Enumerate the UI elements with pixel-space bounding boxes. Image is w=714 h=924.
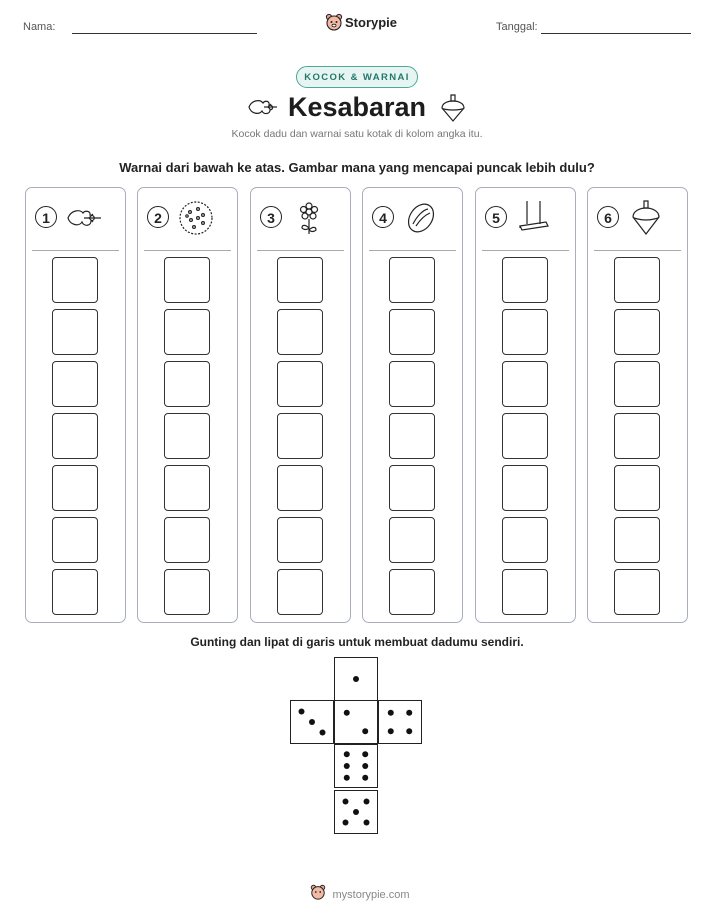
color-box[interactable] <box>52 465 98 511</box>
color-box[interactable] <box>277 309 323 355</box>
color-box[interactable] <box>52 309 98 355</box>
color-box[interactable] <box>164 309 210 355</box>
color-box[interactable] <box>389 569 435 615</box>
cookie-icon <box>176 200 216 236</box>
brand-name: Storypie <box>345 15 398 30</box>
die-instruction: Gunting dan lipat di garis untuk membuat dadumu sendiri. <box>190 635 524 649</box>
spinning-top-icon <box>626 200 666 236</box>
date-line[interactable] <box>541 33 691 34</box>
color-box[interactable] <box>502 465 548 511</box>
color-box[interactable] <box>164 413 210 459</box>
color-box[interactable] <box>614 413 660 459</box>
column-divider <box>257 250 344 251</box>
die-face-1 <box>334 657 378 701</box>
column-divider <box>594 250 681 251</box>
color-box[interactable] <box>389 517 435 563</box>
leaf-icon <box>64 200 104 236</box>
color-box[interactable] <box>52 257 98 303</box>
die-face-3 <box>290 700 334 744</box>
color-box[interactable] <box>614 569 660 615</box>
column-number: 6 <box>597 206 619 228</box>
column-3 <box>250 187 351 623</box>
column-number: 2 <box>147 206 169 228</box>
die-face-2 <box>334 700 378 744</box>
color-box[interactable] <box>389 257 435 303</box>
color-box[interactable] <box>52 413 98 459</box>
color-box[interactable] <box>277 517 323 563</box>
color-box[interactable] <box>277 257 323 303</box>
column-5 <box>475 187 576 623</box>
page-title: Kesabaran <box>287 92 427 122</box>
name-label: Nama: <box>23 21 56 33</box>
die-face-4 <box>378 700 422 744</box>
color-box[interactable] <box>502 517 548 563</box>
color-box[interactable] <box>389 465 435 511</box>
color-box[interactable] <box>502 569 548 615</box>
color-box[interactable] <box>277 465 323 511</box>
color-box[interactable] <box>52 517 98 563</box>
spinning-top-icon <box>438 93 468 123</box>
color-box[interactable] <box>164 569 210 615</box>
color-box[interactable] <box>164 465 210 511</box>
name-line[interactable] <box>72 33 257 34</box>
column-number: 1 <box>35 206 57 228</box>
page-subtitle: Kocok dadu dan warnai satu kotak di kolom angka itu. <box>231 128 483 140</box>
column-1 <box>25 187 126 623</box>
color-box[interactable] <box>502 361 548 407</box>
column-divider <box>482 250 569 251</box>
column-2 <box>137 187 238 623</box>
color-box[interactable] <box>277 413 323 459</box>
column-number: 4 <box>372 206 394 228</box>
seed-icon <box>401 200 441 236</box>
die-face-6 <box>334 744 378 788</box>
color-box[interactable] <box>614 465 660 511</box>
column-4 <box>362 187 463 623</box>
storypie-logo-icon <box>325 13 343 31</box>
footer-url[interactable]: mystorypie.com <box>332 889 410 901</box>
color-box[interactable] <box>277 361 323 407</box>
color-box[interactable] <box>52 569 98 615</box>
color-box[interactable] <box>277 569 323 615</box>
column-6 <box>587 187 688 623</box>
color-box[interactable] <box>614 309 660 355</box>
color-box[interactable] <box>502 309 548 355</box>
activity-badge: KOCOK & WARNAI <box>296 66 418 88</box>
column-number: 3 <box>260 206 282 228</box>
column-divider <box>144 250 231 251</box>
color-box[interactable] <box>614 517 660 563</box>
color-box[interactable] <box>389 413 435 459</box>
color-box[interactable] <box>52 361 98 407</box>
color-box[interactable] <box>614 257 660 303</box>
swing-icon <box>514 200 554 236</box>
column-divider <box>32 250 119 251</box>
color-box[interactable] <box>164 361 210 407</box>
column-divider <box>369 250 456 251</box>
color-box[interactable] <box>614 361 660 407</box>
color-box[interactable] <box>389 361 435 407</box>
color-box[interactable] <box>389 309 435 355</box>
color-box[interactable] <box>502 257 548 303</box>
color-box[interactable] <box>164 257 210 303</box>
column-number: 5 <box>485 206 507 228</box>
flower-icon <box>289 200 329 236</box>
die-face-5 <box>334 790 378 834</box>
color-box[interactable] <box>164 517 210 563</box>
color-box[interactable] <box>502 413 548 459</box>
date-label: Tanggal: <box>496 21 538 33</box>
coloring-instruction: Warnai dari bawah ke atas. Gambar mana yang mencapai puncak lebih dulu? <box>119 160 595 175</box>
